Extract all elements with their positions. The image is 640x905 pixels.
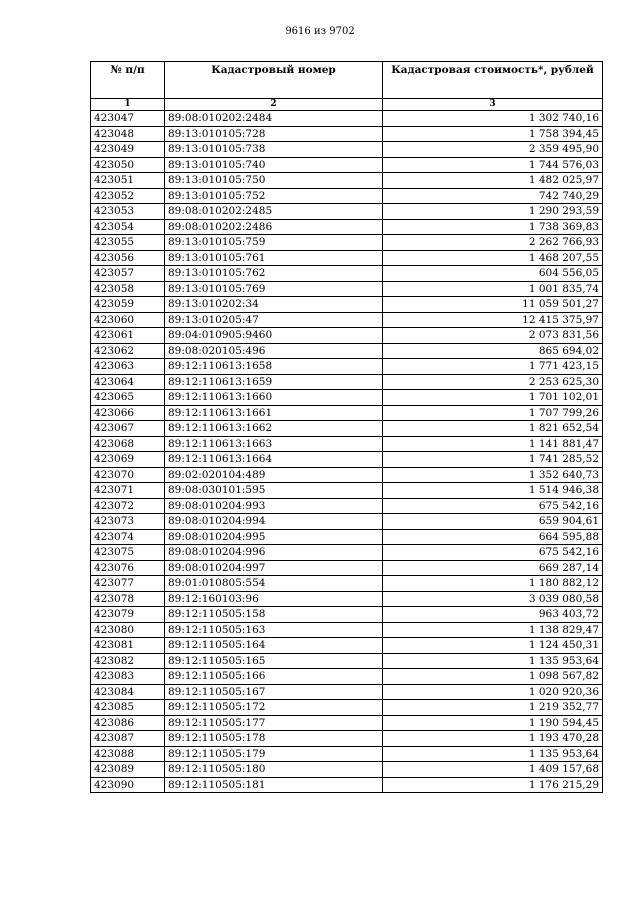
row-number-cell: 423062 (91, 343, 165, 359)
cadastral-number-cell: 89:12:110505:158 (165, 607, 383, 623)
row-number-cell: 423058 (91, 281, 165, 297)
row-number-cell: 423049 (91, 142, 165, 158)
cadastral-number-cell: 89:02:020104:489 (165, 467, 383, 483)
cadastral-value-cell: 675 542,16 (383, 498, 603, 514)
row-number-cell: 423085 (91, 700, 165, 716)
row-number-cell: 423087 (91, 731, 165, 747)
table-row (91, 142, 603, 158)
cadastral-value-cell: 1 219 352,77 (383, 700, 603, 716)
cadastral-value-cell: 1 409 157,68 (383, 762, 603, 778)
row-number-cell: 423086 (91, 715, 165, 731)
cadastral-number-cell: 89:13:010105:740 (165, 157, 383, 173)
table-row (91, 731, 603, 747)
row-number-cell: 423054 (91, 219, 165, 235)
cadastral-number-cell: 89:13:010105:752 (165, 188, 383, 204)
column-number-2: 2 (165, 99, 383, 111)
row-number-cell: 423065 (91, 390, 165, 406)
cadastral-value-cell: 742 740,29 (383, 188, 603, 204)
cadastral-number-cell: 89:08:010204:995 (165, 529, 383, 545)
row-number-cell: 423089 (91, 762, 165, 778)
cadastral-value-cell: 1 821 652,54 (383, 421, 603, 437)
table-row (91, 514, 603, 530)
table-row (91, 545, 603, 561)
row-number-cell: 423057 (91, 266, 165, 282)
row-number-cell: 423050 (91, 157, 165, 173)
cadastral-number-cell: 89:08:010204:994 (165, 514, 383, 530)
table-row (91, 576, 603, 592)
table-row (91, 638, 603, 654)
cadastral-number-cell: 89:12:110505:179 (165, 746, 383, 762)
cadastral-table (90, 61, 603, 793)
cadastral-value-cell: 1 124 450,31 (383, 638, 603, 654)
cadastral-value-cell: 963 403,72 (383, 607, 603, 623)
table-row (91, 405, 603, 421)
cadastral-number-cell: 89:12:110505:163 (165, 622, 383, 638)
cadastral-number-cell: 89:01:010805:554 (165, 576, 383, 592)
cadastral-value-cell: 1 744 576,03 (383, 157, 603, 173)
table-header-row (91, 62, 603, 99)
row-number-cell: 423071 (91, 483, 165, 499)
table-row (91, 529, 603, 545)
table-row (91, 188, 603, 204)
cadastral-value-cell: 2 253 625,30 (383, 374, 603, 390)
cadastral-number-cell: 89:12:110505:177 (165, 715, 383, 731)
table-body (91, 111, 603, 793)
cadastral-value-cell: 1 135 953,64 (383, 653, 603, 669)
cadastral-number-cell: 89:13:010105:728 (165, 126, 383, 142)
column-number-row (91, 99, 603, 111)
table-row (91, 607, 603, 623)
row-number-cell: 423064 (91, 374, 165, 390)
row-number-cell: 423090 (91, 777, 165, 793)
table-row (91, 700, 603, 716)
cadastral-number-cell: 89:04:010905:9460 (165, 328, 383, 344)
cadastral-number-cell: 89:12:110505:167 (165, 684, 383, 700)
row-number-cell: 423059 (91, 297, 165, 313)
cadastral-value-cell: 604 556,05 (383, 266, 603, 282)
row-number-cell: 423056 (91, 250, 165, 266)
cadastral-value-cell: 11 059 501,27 (383, 297, 603, 313)
cadastral-value-cell: 1 138 829,47 (383, 622, 603, 638)
table-row (91, 653, 603, 669)
row-number-cell: 423076 (91, 560, 165, 576)
cadastral-number-cell: 89:08:010204:996 (165, 545, 383, 561)
row-number-cell: 423066 (91, 405, 165, 421)
cadastral-number-cell: 89:13:010105:738 (165, 142, 383, 158)
cadastral-value-cell: 12 415 375,97 (383, 312, 603, 328)
cadastral-number-cell: 89:13:010202:34 (165, 297, 383, 313)
cadastral-number-cell: 89:08:010202:2486 (165, 219, 383, 235)
table-row (91, 591, 603, 607)
table-row (91, 467, 603, 483)
cadastral-value-cell: 1 741 285,52 (383, 452, 603, 468)
table-row (91, 483, 603, 499)
row-number-cell: 423074 (91, 529, 165, 545)
cadastral-number-cell: 89:12:110505:178 (165, 731, 383, 747)
table-row (91, 111, 603, 127)
cadastral-number-cell: 89:12:110505:164 (165, 638, 383, 654)
cadastral-number-cell: 89:12:110505:165 (165, 653, 383, 669)
cadastral-value-cell: 1 193 470,28 (383, 731, 603, 747)
table-row (91, 266, 603, 282)
cadastral-value-cell: 1 141 881,47 (383, 436, 603, 452)
cadastral-value-cell: 865 694,02 (383, 343, 603, 359)
row-number-cell: 423053 (91, 204, 165, 220)
cadastral-number-cell: 89:12:110613:1659 (165, 374, 383, 390)
cadastral-number-cell: 89:13:010105:769 (165, 281, 383, 297)
cadastral-number-cell: 89:13:010105:750 (165, 173, 383, 189)
cadastral-number-cell: 89:13:010105:762 (165, 266, 383, 282)
column-header-number: № п/п (91, 62, 165, 99)
cadastral-value-cell: 669 287,14 (383, 560, 603, 576)
row-number-cell: 423088 (91, 746, 165, 762)
row-number-cell: 423055 (91, 235, 165, 251)
table-row (91, 390, 603, 406)
table-row (91, 715, 603, 731)
cadastral-value-cell: 1 707 799,26 (383, 405, 603, 421)
cadastral-number-cell: 89:12:110613:1662 (165, 421, 383, 437)
cadastral-value-cell: 1 701 102,01 (383, 390, 603, 406)
row-number-cell: 423080 (91, 622, 165, 638)
cadastral-value-cell: 2 073 831,56 (383, 328, 603, 344)
row-number-cell: 423048 (91, 126, 165, 142)
row-number-cell: 423061 (91, 328, 165, 344)
cadastral-number-cell: 89:12:160103:96 (165, 591, 383, 607)
cadastral-value-cell: 2 262 766,93 (383, 235, 603, 251)
cadastral-number-cell: 89:08:010204:997 (165, 560, 383, 576)
column-number-3: 3 (383, 99, 603, 111)
cadastral-number-cell: 89:08:010202:2485 (165, 204, 383, 220)
table-row (91, 746, 603, 762)
row-number-cell: 423077 (91, 576, 165, 592)
row-number-cell: 423078 (91, 591, 165, 607)
table-row (91, 281, 603, 297)
cadastral-value-cell: 3 039 080,58 (383, 591, 603, 607)
cadastral-value-cell: 1 352 640,73 (383, 467, 603, 483)
cadastral-number-cell: 89:08:010202:2484 (165, 111, 383, 127)
cadastral-value-cell: 1 468 207,55 (383, 250, 603, 266)
cadastral-value-cell: 1 020 920,36 (383, 684, 603, 700)
row-number-cell: 423067 (91, 421, 165, 437)
row-number-cell: 423069 (91, 452, 165, 468)
row-number-cell: 423072 (91, 498, 165, 514)
cadastral-value-cell: 1 758 394,45 (383, 126, 603, 142)
cadastral-value-cell: 1 771 423,15 (383, 359, 603, 375)
cadastral-number-cell: 89:12:110505:181 (165, 777, 383, 793)
cadastral-value-cell: 1 190 594,45 (383, 715, 603, 731)
cadastral-value-cell: 1 180 882,12 (383, 576, 603, 592)
cadastral-number-cell: 89:13:010105:761 (165, 250, 383, 266)
table-row (91, 436, 603, 452)
table-row (91, 560, 603, 576)
table-row (91, 157, 603, 173)
table-row (91, 219, 603, 235)
cadastral-value-cell: 1 290 293,59 (383, 204, 603, 220)
row-number-cell: 423070 (91, 467, 165, 483)
row-number-cell: 423082 (91, 653, 165, 669)
cadastral-value-cell: 675 542,16 (383, 545, 603, 561)
row-number-cell: 423084 (91, 684, 165, 700)
column-header-cadastral-value: Кадастровая стоимость*, рублей (383, 62, 603, 99)
row-number-cell: 423060 (91, 312, 165, 328)
cadastral-number-cell: 89:12:110505:166 (165, 669, 383, 685)
row-number-cell: 423047 (91, 111, 165, 127)
cadastral-value-cell: 1 098 567,82 (383, 669, 603, 685)
row-number-cell: 423051 (91, 173, 165, 189)
table-row (91, 173, 603, 189)
row-number-cell: 423075 (91, 545, 165, 561)
page-indicator: 9616 из 9702 (285, 26, 355, 37)
cadastral-number-cell: 89:12:110613:1664 (165, 452, 383, 468)
cadastral-number-cell: 89:12:110613:1660 (165, 390, 383, 406)
cadastral-value-cell: 2 359 495,90 (383, 142, 603, 158)
table-row (91, 421, 603, 437)
table-row (91, 622, 603, 638)
row-number-cell: 423073 (91, 514, 165, 530)
table-row (91, 328, 603, 344)
cadastral-number-cell: 89:12:110505:180 (165, 762, 383, 778)
cadastral-value-cell: 1 135 953,64 (383, 746, 603, 762)
cadastral-number-cell: 89:12:110613:1658 (165, 359, 383, 375)
table-row (91, 498, 603, 514)
cadastral-number-cell: 89:08:030101:595 (165, 483, 383, 499)
table-row (91, 250, 603, 266)
cadastral-number-cell: 89:13:010205:47 (165, 312, 383, 328)
cadastral-number-cell: 89:12:110505:172 (165, 700, 383, 716)
cadastral-value-cell: 1 482 025,97 (383, 173, 603, 189)
cadastral-number-cell: 89:08:020105:496 (165, 343, 383, 359)
column-header-cadastral-number: Кадастровый номер (165, 62, 383, 99)
table-row (91, 126, 603, 142)
cadastral-value-cell: 1 001 835,74 (383, 281, 603, 297)
table-row (91, 684, 603, 700)
cadastral-number-cell: 89:12:110613:1661 (165, 405, 383, 421)
table-row (91, 777, 603, 793)
cadastral-value-cell: 1 176 215,29 (383, 777, 603, 793)
table-row (91, 762, 603, 778)
row-number-cell: 423063 (91, 359, 165, 375)
table-row (91, 235, 603, 251)
column-number-1: 1 (91, 99, 165, 111)
table-row (91, 204, 603, 220)
cadastral-number-cell: 89:08:010204:993 (165, 498, 383, 514)
table-row (91, 452, 603, 468)
table-row (91, 312, 603, 328)
row-number-cell: 423081 (91, 638, 165, 654)
cadastral-value-cell: 664 595,88 (383, 529, 603, 545)
row-number-cell: 423079 (91, 607, 165, 623)
table-row (91, 343, 603, 359)
row-number-cell: 423083 (91, 669, 165, 685)
cadastral-value-cell: 1 302 740,16 (383, 111, 603, 127)
cadastral-number-cell: 89:12:110613:1663 (165, 436, 383, 452)
row-number-cell: 423068 (91, 436, 165, 452)
table-row (91, 359, 603, 375)
cadastral-value-cell: 1 738 369,83 (383, 219, 603, 235)
cadastral-number-cell: 89:13:010105:759 (165, 235, 383, 251)
table-row (91, 374, 603, 390)
table-row (91, 297, 603, 313)
cadastral-value-cell: 1 514 946,38 (383, 483, 603, 499)
cadastral-value-cell: 659 904,61 (383, 514, 603, 530)
row-number-cell: 423052 (91, 188, 165, 204)
table-row (91, 669, 603, 685)
